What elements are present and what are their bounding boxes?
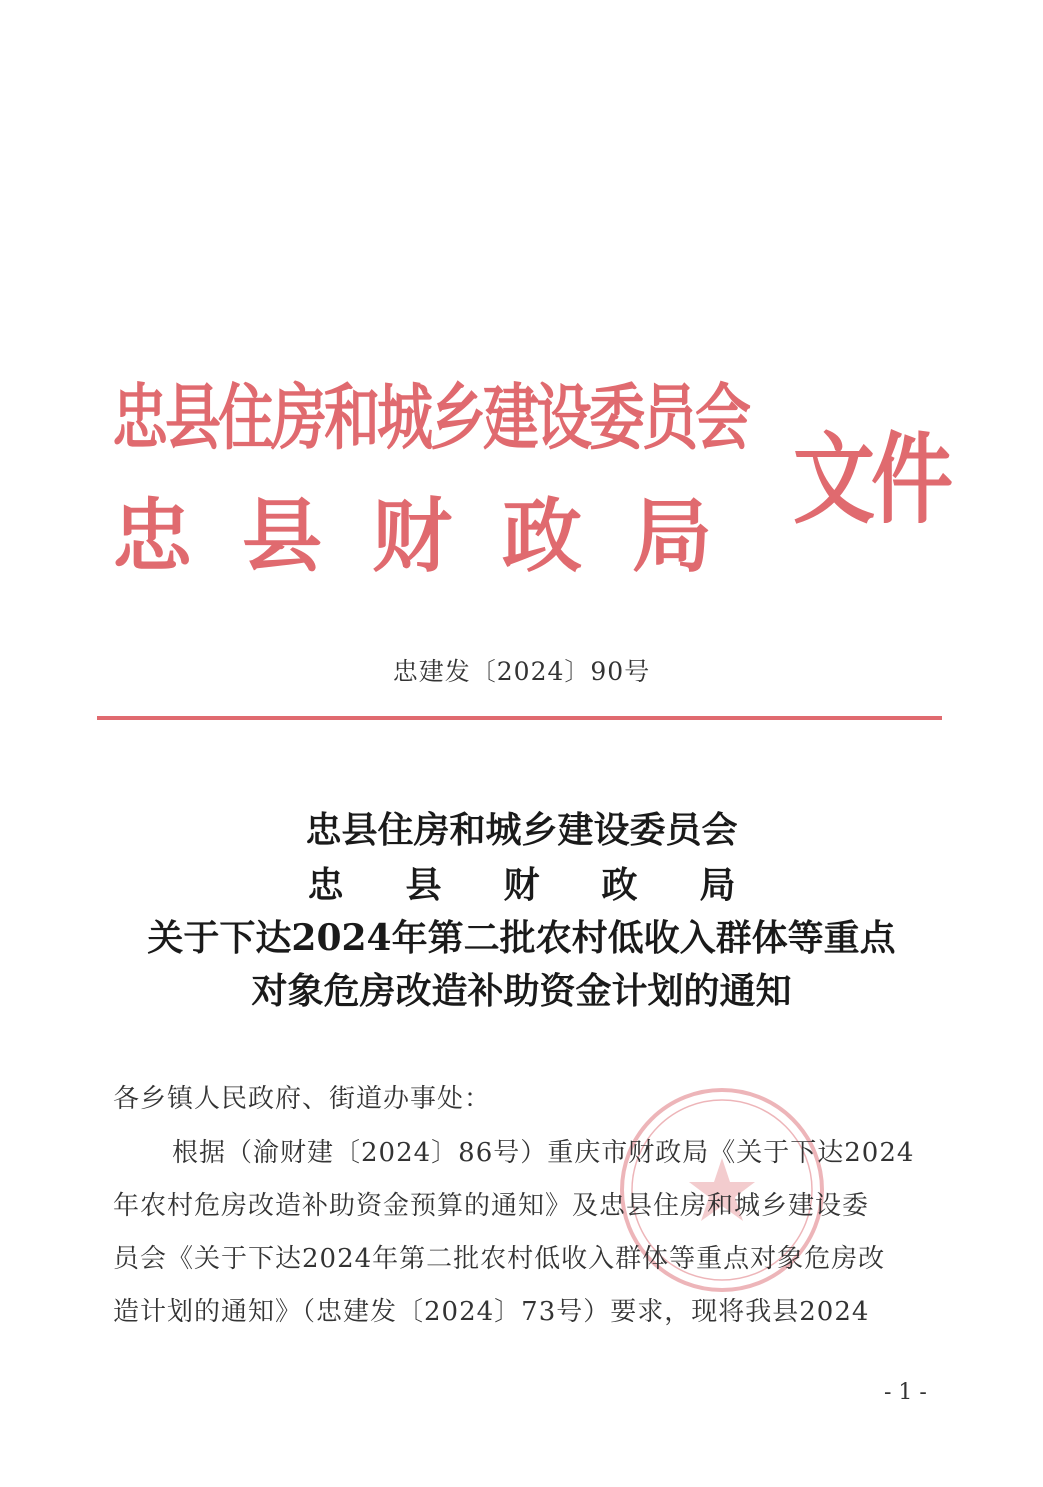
paragraph-line: 员会《关于下达2024年第二批农村低收入群体等重点对象危房改: [113, 1244, 886, 1274]
red-divider-line: [97, 716, 942, 720]
salutation: 各乡镇人民政府、街道办事处：: [113, 1084, 492, 1114]
title-org-line1: 忠县住房和城乡建设委员会: [305, 809, 738, 851]
document-number: 忠建发〔2024〕90号: [392, 657, 651, 686]
paragraph-line: 年农村危房改造补助资金预算的通知》及忠县住房和城乡建设委: [113, 1191, 870, 1221]
paragraph-line: 造计划的通知》（忠建发〔2024〕73号）要求，现将我县2024: [113, 1297, 870, 1327]
masthead-doc-type: 文件: [793, 423, 950, 538]
page-number: - 1 -: [884, 1380, 927, 1405]
title-org-line2: 忠县财政局: [307, 864, 798, 906]
title-subject-line1: 关于下达2024年第二批农村低收入群体等重点: [147, 917, 896, 959]
title-subject-line2: 对象危房改造补助资金计划的通知: [251, 970, 792, 1012]
paragraph-line: 根据（渝财建〔2024〕86号）重庆市财政局《关于下达2024: [172, 1138, 915, 1168]
masthead-org-line1: 忠县住房和城乡建设委员会: [112, 377, 748, 461]
masthead-org-line2: 忠县财政局: [112, 490, 762, 583]
